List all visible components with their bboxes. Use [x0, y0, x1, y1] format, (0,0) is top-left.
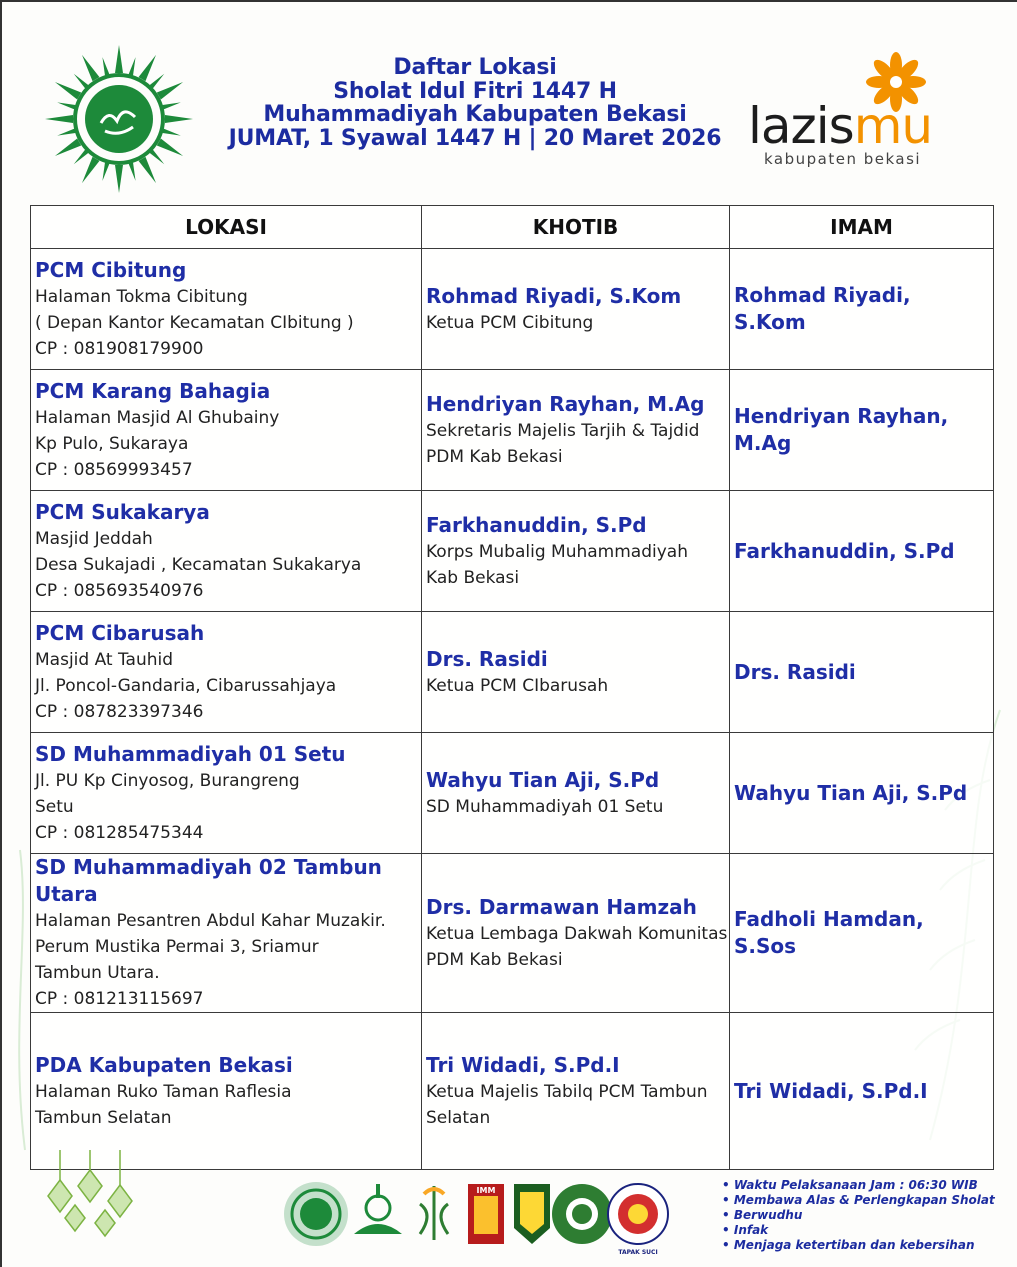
imam-cell — [730, 491, 994, 612]
khotib-role: Ketua Majelis Tabilq PCM Tambun — [426, 1081, 708, 1102]
tapak-suci-logo — [608, 1184, 668, 1256]
note-item: • Menjaga ketertiban dan kebersihan — [722, 1238, 1012, 1253]
lokasi-name: PDA Kabupaten Bekasi — [35, 1052, 293, 1077]
imm-logo — [468, 1184, 504, 1244]
table-row — [31, 491, 994, 612]
table-row — [31, 370, 994, 491]
lokasi-name: SD Muhammadiyah 01 Setu — [35, 741, 346, 766]
khotib-name: Drs. Rasidi — [426, 646, 548, 671]
lazismu-word-orange: mu — [853, 97, 933, 155]
imam-cell — [730, 1013, 994, 1170]
lokasi-contact: CP : 087823397346 — [35, 701, 204, 722]
table-row — [31, 854, 994, 1013]
lokasi-cell — [31, 370, 422, 491]
khotib-name: Hendriyan Rayhan, M.Ag — [426, 391, 705, 416]
lokasi-cell — [31, 733, 422, 854]
lazismu-wordmark — [748, 96, 932, 156]
khotib-name: Drs. Darmawan Hamzah — [426, 894, 697, 919]
table-header-row — [31, 206, 994, 249]
table-row — [31, 249, 994, 370]
imam-cell — [730, 612, 994, 733]
imam-name: Tri Widadi, S.Pd.I — [734, 1078, 928, 1103]
lokasi-contact: CP : 081213115697 — [35, 989, 204, 1009]
nasyiatul-logo — [420, 1186, 448, 1240]
lokasi-cell — [31, 612, 422, 733]
lokasi-contact: CP : 085693540976 — [35, 580, 204, 601]
imam-name: Farkhanuddin, S.Pd — [734, 538, 955, 563]
lokasi-cell — [31, 854, 422, 1013]
khotib-cell — [422, 249, 730, 370]
khotib-name: Tri Widadi, S.Pd.I — [426, 1052, 620, 1077]
lokasi-line: Halaman Ruko Taman Raflesia — [35, 1081, 292, 1102]
lokasi-name: PCM Karang Bahagia — [35, 378, 271, 403]
pemuda-muhammadiyah-logo — [514, 1184, 550, 1244]
lokasi-line: Jl. PU Kp Cinyosog, Burangreng — [35, 770, 300, 791]
lokasi-contact: CP : 081285475344 — [35, 822, 204, 843]
ipm-logo — [552, 1184, 612, 1244]
table-row — [31, 733, 994, 854]
lokasi-line: Perum Mustika Permai 3, Sriamur — [35, 937, 319, 957]
note-item: • Berwudhu — [722, 1208, 1012, 1223]
khotib-role: Kab Bekasi — [426, 567, 520, 588]
imam-cell — [730, 370, 994, 491]
lokasi-line: Jl. Poncol-Gandaria, Cibarussahjaya — [35, 675, 337, 696]
lokasi-line: Desa Sukajadi , Kecamatan Sukakarya — [35, 554, 362, 575]
lokasi-contact: CP : 08569993457 — [35, 459, 193, 480]
khotib-cell — [422, 733, 730, 854]
header-lokasi: LOKASI — [31, 206, 422, 249]
header-khotib: KHOTIB — [422, 206, 730, 249]
khotib-name: Farkhanuddin, S.Pd — [426, 512, 647, 537]
lokasi-name: SD Muhammadiyah 02 Tambun Utara — [35, 855, 382, 906]
imam-name: Wahyu Tian Aji, S.Pd — [734, 780, 968, 805]
imam-cell — [730, 854, 994, 1013]
lokasi-line: Masjid At Tauhid — [35, 649, 174, 670]
lazismu-logo — [748, 50, 948, 175]
lokasi-name: PCM Sukakarya — [35, 499, 210, 524]
title-line-2: Sholat Idul Fitri 1447 H — [333, 78, 617, 104]
lokasi-line: Kp Pulo, Sukaraya — [35, 433, 189, 454]
imam-name: Fadholi Hamdan, S.Sos — [734, 907, 924, 958]
page-title — [215, 56, 735, 150]
lokasi-line: Tambun Selatan — [35, 1107, 172, 1128]
lokasi-line: Tambun Utara. — [35, 963, 160, 983]
imam-name: Hendriyan Rayhan, M.Ag — [734, 404, 949, 455]
lazismu-subtitle: kabupaten bekasi — [764, 150, 922, 168]
note-item: • Membawa Alas & Perlengkapan Sholat — [722, 1193, 1012, 1208]
lokasi-line: Masjid Jeddah — [35, 528, 153, 549]
lokasi-line: Setu — [35, 796, 74, 817]
khotib-role: PDM Kab Bekasi — [426, 446, 563, 467]
lazismu-word-dark: lazis — [748, 97, 854, 155]
note-item: • Infak — [722, 1223, 1012, 1238]
khotib-role: SD Muhammadiyah 01 Setu — [426, 796, 664, 817]
imam-cell — [730, 249, 994, 370]
title-line-1: Daftar Lokasi — [393, 55, 557, 80]
khotib-name: Wahyu Tian Aji, S.Pd — [426, 767, 660, 792]
location-table — [30, 205, 994, 1170]
khotib-name: Rohmad Riyadi, S.Kom — [426, 283, 682, 308]
imam-cell — [730, 733, 994, 854]
lokasi-cell — [31, 249, 422, 370]
lokasi-name: PCM Cibarusah — [35, 620, 205, 645]
khotib-cell — [422, 491, 730, 612]
lokasi-line: Halaman Masjid Al Ghubainy — [35, 407, 280, 428]
khotib-cell — [422, 854, 730, 1013]
khotib-cell — [422, 370, 730, 491]
muhammadiyah-small-logo — [284, 1182, 348, 1246]
title-line-3: Muhammadiyah Kabupaten Bekasi — [263, 102, 687, 127]
header-imam: IMAM — [730, 206, 994, 249]
organization-logos — [282, 1178, 672, 1256]
imam-name: Drs. Rasidi — [734, 659, 856, 684]
lokasi-cell — [31, 491, 422, 612]
imm-label: IMM — [476, 1186, 496, 1195]
lokasi-line: Halaman Tokma Cibitung — [35, 286, 248, 307]
lokasi-name: PCM Cibitung — [35, 257, 187, 282]
imam-name: Rohmad Riyadi, S.Kom — [734, 283, 911, 334]
khotib-cell — [422, 1013, 730, 1170]
tapak-suci-label: TAPAK SUCI — [618, 1249, 658, 1256]
muhammadiyah-logo — [44, 44, 194, 194]
lokasi-line: ( Depan Kantor Kecamatan CIbitung ) — [35, 312, 354, 333]
event-notes — [722, 1178, 1012, 1253]
title-line-4: JUMAT, 1 Syawal 1447 H | 20 Maret 2026 — [228, 125, 722, 151]
lokasi-cell — [31, 1013, 422, 1170]
khotib-role: Korps Mubalig Muhammadiyah — [426, 541, 688, 562]
ketupat-decoration — [30, 1150, 150, 1250]
khotib-cell — [422, 612, 730, 733]
table-row — [31, 612, 994, 733]
khotib-role: Ketua PCM Cibitung — [426, 312, 594, 333]
aisyiyah-logo — [354, 1184, 402, 1234]
table-row — [31, 1013, 994, 1170]
khotib-role: Ketua Lembaga Dakwah Komunitas — [426, 923, 728, 944]
lokasi-line: Halaman Pesantren Abdul Kahar Muzakir. — [35, 911, 386, 931]
khotib-role: Ketua PCM CIbarusah — [426, 675, 609, 696]
note-item: • Waktu Pelaksanaan Jam : 06:30 WIB — [722, 1178, 1012, 1193]
khotib-role: Sekretaris Majelis Tarjih & Tajdid — [426, 420, 700, 441]
khotib-role: Selatan — [426, 1107, 491, 1128]
khotib-role: PDM Kab Bekasi — [426, 949, 563, 970]
lokasi-contact: CP : 081908179900 — [35, 338, 204, 359]
